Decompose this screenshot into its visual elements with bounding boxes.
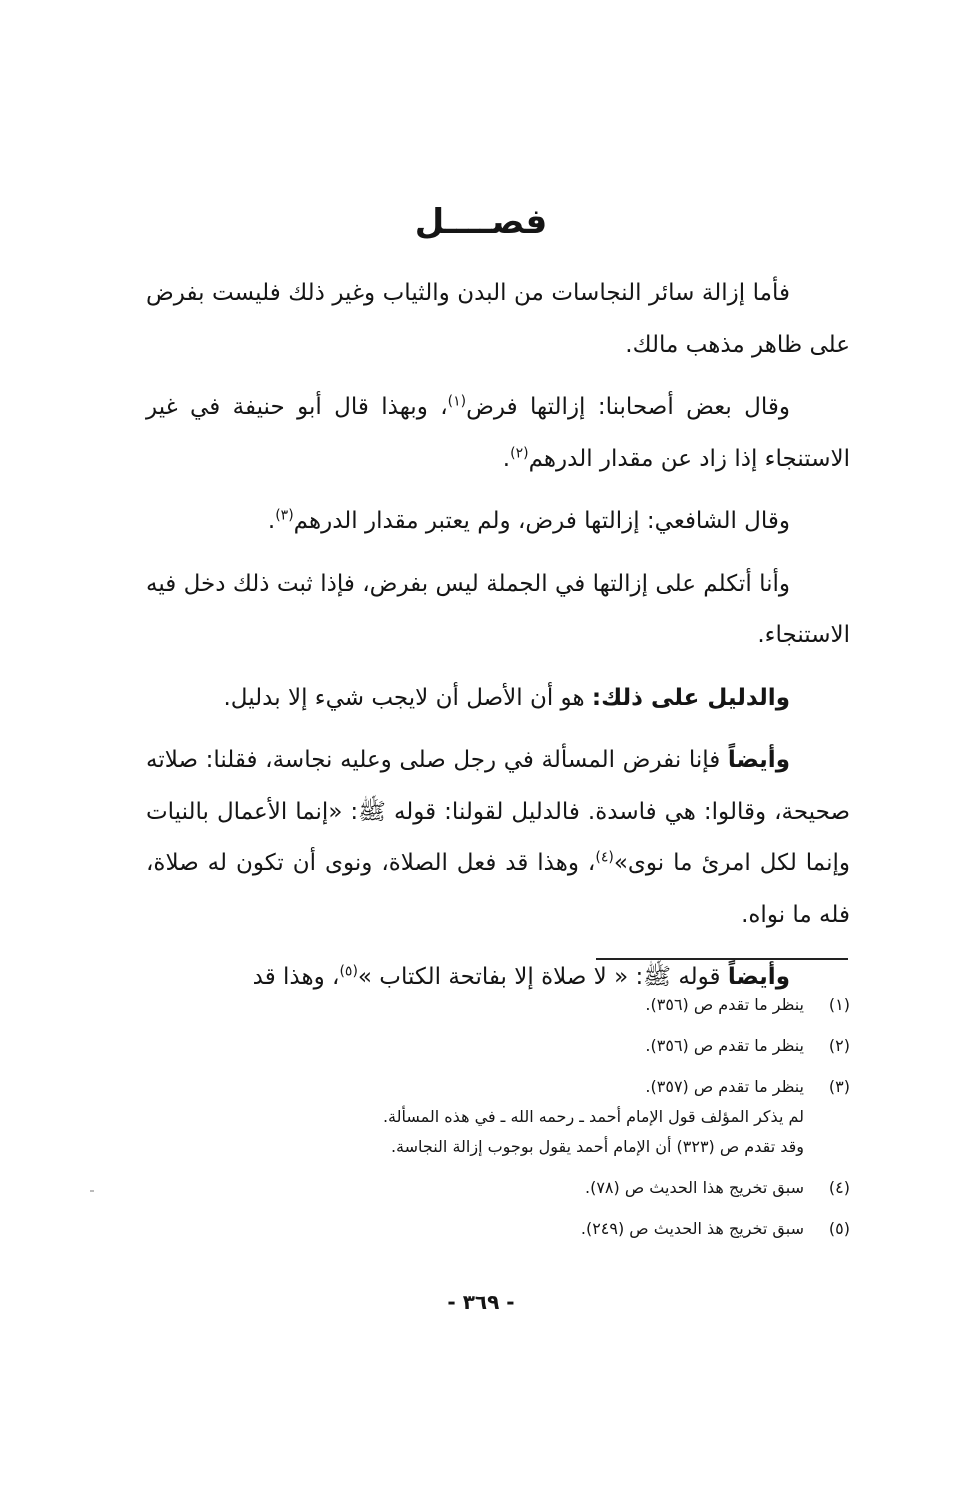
- paragraph-3-text-b: .: [267, 508, 276, 534]
- paragraph-6-text-a: فإنا نفرض المسألة في رجل صلى وعليه نجاسة، فقلنا: صلاته صحيحة، وقالوا: هي فاسدة. فالدليل لقولنا: قوله ﷺ: «إنما الأعمال بالنيات وإنما لكل امرئ ما نوى»: [146, 747, 850, 876]
- paragraph-3-text-a: وقال الشافعي: إزالتها فرض، ولم يعتبر مقدار الدرهم: [293, 508, 790, 534]
- footnote-body: [200, 990, 804, 1020]
- paragraph-2-text-a: وقال بعض أصحابنا: إزالتها فرض: [466, 394, 790, 420]
- footnote-number: (١): [828, 995, 850, 1014]
- paragraph-1: [146, 268, 850, 371]
- paragraph-1-text: فأما إزالة سائر النجاسات من البدن والثياب وغير ذلك فليست بفرض على ظاهر مذهب مالك.: [146, 280, 850, 358]
- main-text: [146, 268, 850, 1015]
- footnote-ref-1[interactable]: (١): [447, 393, 467, 410]
- paragraph-3: [146, 496, 850, 548]
- footnote-2: [200, 1031, 850, 1061]
- paragraph-5-bold-lead: والدليل على ذلك:: [591, 684, 790, 711]
- paragraph-5: [146, 673, 850, 725]
- footnote-ref-4[interactable]: (٤): [595, 849, 614, 866]
- footnote-ref-5[interactable]: (٥): [339, 963, 358, 980]
- paragraph-5-text: هو أن الأصل أن لايجب شيء إلا بدليل.: [223, 684, 592, 711]
- footnote-body: [200, 1031, 804, 1061]
- footnote-line: ينظر ما تقدم ص (٣٥٦).: [645, 995, 804, 1014]
- paragraph-4: [146, 559, 850, 662]
- paragraph-7-bold-lead: وأيضاً: [727, 964, 790, 990]
- paragraph-6-text-b: ، وهذا قد فعل الصلاة، ونوى أن تكون له صلاة، فله ما نواه.: [146, 850, 850, 928]
- footnote-line: سبق تخريج هذا الحديث ص (٧٨).: [585, 1178, 804, 1197]
- footnote-line: ينظر ما تقدم ص (٣٥٦).: [645, 1036, 804, 1055]
- footnote-5: [200, 1214, 850, 1244]
- footnote-number: (٤): [828, 1178, 850, 1197]
- paragraph-6: [146, 735, 850, 941]
- paragraph-7-text-a: قوله ﷺ: « لا صلاة إلا بفاتحة الكتاب »: [357, 964, 728, 990]
- paragraph-2: [146, 382, 850, 485]
- footnote-line: ينظر ما تقدم ص (٣٥٧).: [645, 1077, 804, 1096]
- footnote-3: [200, 1072, 850, 1162]
- section-heading: فصــــل: [414, 202, 548, 242]
- paragraph-2-text-b: ، وبهذا قال أبو حنيفة في غير الاستنجاء إذا زاد عن مقدار الدرهم: [146, 394, 850, 472]
- footnote-body: [200, 1173, 804, 1203]
- footnote-number: (٢): [828, 1036, 850, 1055]
- footnote-line: سبق تخريج هذ الحديث ص (٢٤٩).: [580, 1219, 804, 1238]
- page-number: - ٣٦٩ -: [447, 1290, 515, 1314]
- paragraph-7-text-b: ، وهذا قد: [252, 964, 340, 990]
- footnote-line: وقد تقدم ص (٣٢٣) أن الإمام أحمد يقول بوجوب إزالة النجاسة.: [390, 1137, 804, 1156]
- scan-speck: [90, 1190, 94, 1192]
- footnote-line: لم يذكر المؤلف قول الإمام أحمد ـ رحمه الله ـ في هذه المسألة.: [382, 1107, 804, 1126]
- footnote-number: (٣): [828, 1077, 850, 1096]
- footnote-body: [200, 1214, 804, 1244]
- footnote-separator: [596, 958, 848, 960]
- footnote-ref-3[interactable]: (٣): [275, 507, 294, 524]
- footnote-body: [200, 1072, 804, 1162]
- footnote-number: (٥): [828, 1219, 850, 1238]
- footnote-4: [200, 1173, 850, 1203]
- footnote-1: [200, 990, 850, 1020]
- paragraph-4-text: وأنا أتكلم على إزالتها في الجملة ليس بفرض، فإذا ثبت ذلك دخل فيه الاستنجاء.: [146, 570, 850, 648]
- paragraph-6-bold-lead: وأيضاً: [727, 747, 790, 773]
- footnote-ref-2[interactable]: (٢): [510, 444, 529, 461]
- footnotes: [200, 990, 850, 1255]
- paragraph-2-text-c: .: [502, 445, 511, 472]
